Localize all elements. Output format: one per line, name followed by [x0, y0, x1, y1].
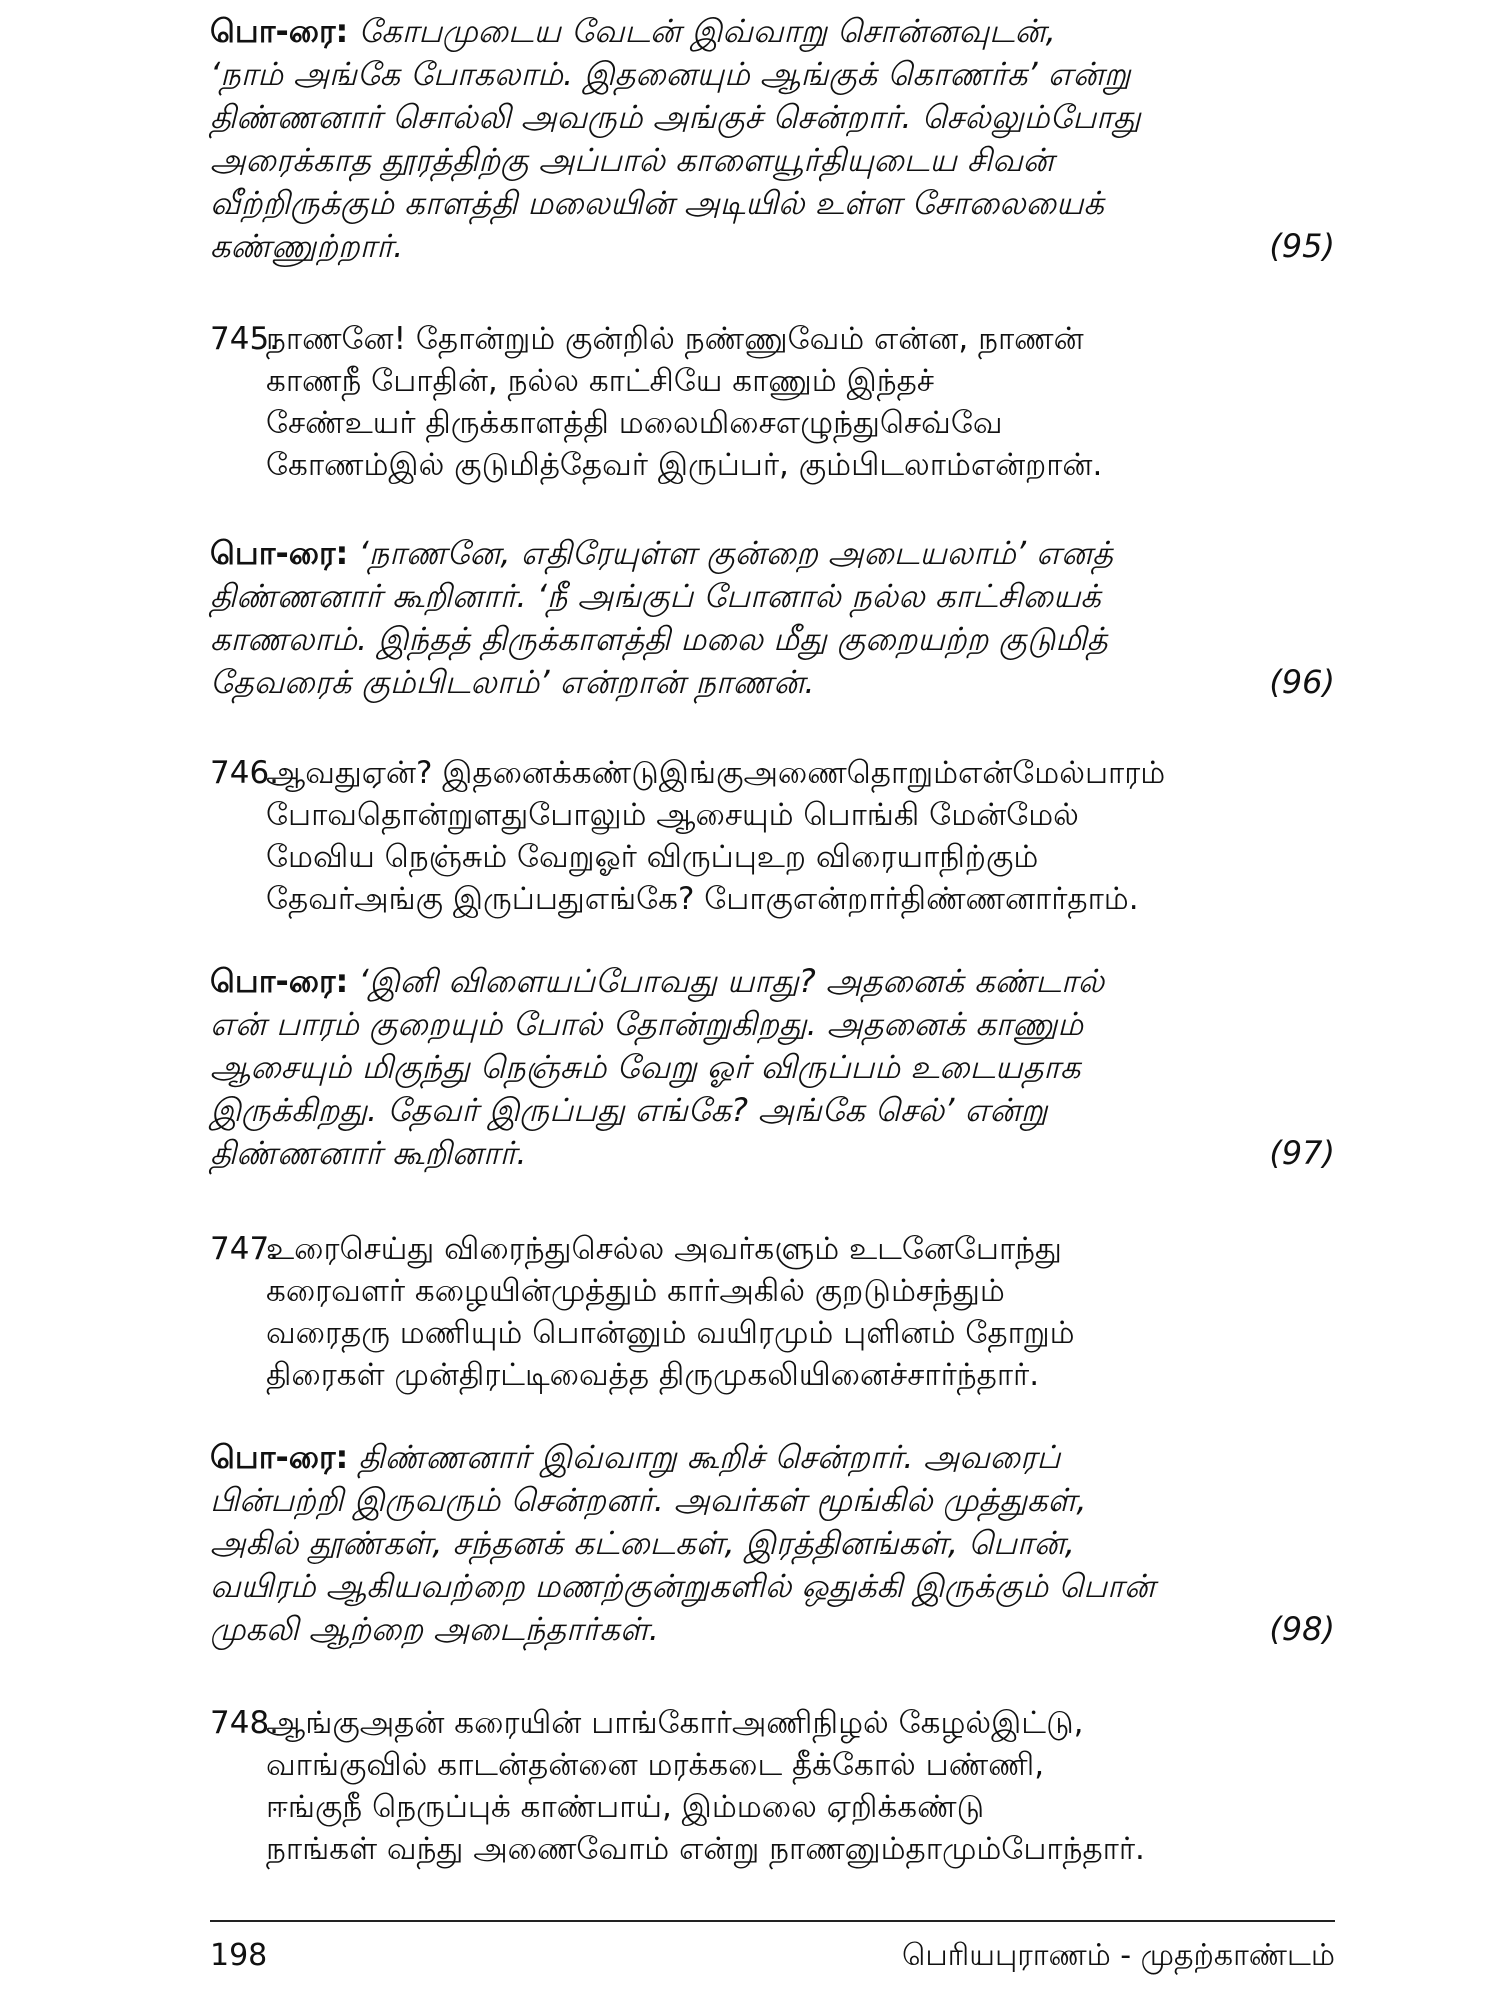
verse-747 — [210, 1228, 1335, 1396]
commentary-line: வீற்றிருக்கும் காளத்தி மலையின் அடியில் உள்ள சோலையைக் — [210, 184, 1104, 222]
verse-line: ஆங்குஅதன் கரையின் பாங்கோர்அணிநிழல் கேழல்இட்டு, — [266, 1705, 1084, 1741]
commentary-label: பொ-ரை: — [210, 534, 349, 572]
commentary-line: பொ-ரை: ‘இனி விளையப்போவது யாது? அதனைக் கண்டால் — [210, 962, 1105, 1000]
commentary-line: வயிரம் ஆகியவற்றை மணற்குன்றுகளில் ஒதுக்கி இருக்கும் பொன் — [210, 1567, 1155, 1605]
commentary-line: திண்ணனார் கூறினார். ‘நீ அங்குப் போனால் நல்ல காட்சியைக் — [210, 577, 1101, 615]
verse-line: கரைவளர் கழையின்முத்தும் கார்அகில் குறடும்சந்தும் — [266, 1273, 1005, 1309]
commentary-last-line: கண்ணுற்றார். (95) — [210, 225, 1335, 268]
verse-number: 745. — [210, 321, 280, 357]
verse-748 — [210, 1702, 1335, 1870]
commentary-label: பொ-ரை: — [210, 1438, 349, 1476]
commentary-last-line: திண்ணனார் கூறினார். (97) — [210, 1132, 1335, 1175]
commentary-line: பொ-ரை: ‘நாணனே, எதிரேயுள்ள குன்றை அடையலாம்’ எனத் — [210, 534, 1114, 572]
footer-divider — [210, 1920, 1335, 1922]
commentary-line: திண்ணனார் சொல்லி அவரும் அங்குச் சென்றார். செல்லும்போது — [210, 98, 1141, 136]
reference-number: (96) — [1269, 663, 1335, 701]
verse-line: சேண்உயர் திருக்காளத்தி மலைமிசைஎழுந்துசெவ்வே — [266, 405, 1003, 441]
commentary-line: காணலாம். இந்தத் திருக்காளத்தி மலை மீது குறையற்ற குடுமித் — [210, 620, 1108, 658]
reference-number: (95) — [1269, 227, 1335, 265]
verse-line: நாங்கள் வந்து அணைவோம் என்று நாணனும்தாமும்போந்தார். — [266, 1831, 1145, 1867]
verse-line: நாணனே! தோன்றும் குன்றில் நண்ணுவேம் என்ன, நாணன் — [266, 321, 1084, 357]
verse-line: திரைகள் முன்திரட்டிவைத்த திருமுகலியினைச்சார்ந்தார். — [266, 1357, 1040, 1393]
page-number: 198 — [210, 1938, 268, 1973]
commentary-line: இருக்கிறது. தேவர் இருப்பது எங்கே? அங்கே செல்’ என்று — [210, 1091, 1048, 1129]
commentary-97 — [210, 960, 1335, 1175]
verse-number: 746. — [210, 755, 280, 791]
verse-line: தேவர்அங்கு இருப்பதுஎங்கே? போகுஎன்றார்திண்ணனார்தாம். — [266, 881, 1139, 917]
commentary-95 — [210, 10, 1335, 268]
page-footer — [210, 1938, 1335, 1977]
verse-line: காணநீ போதின், நல்ல காட்சியே காணும் இந்தச் — [266, 363, 934, 399]
verse-line: ஆவதுஏன்? இதனைக்கண்டுஇங்குஅணைதொறும்என்மேல்பாரம் — [266, 755, 1166, 791]
reference-number: (98) — [1269, 1610, 1335, 1648]
running-title: பெரியபுராணம் - முதற்காண்டம் — [901, 1938, 1335, 1973]
commentary-98 — [210, 1436, 1335, 1651]
verse-line: கோணம்இல் குடுமித்தேவர் இருப்பர், கும்பிடலாம்என்றான். — [266, 447, 1103, 483]
verse-line: உரைசெய்து விரைந்துசெல்ல அவர்களும் உடனேபோந்து — [266, 1231, 1062, 1267]
commentary-line: பின்பற்றி இருவரும் சென்றனர். அவர்கள் மூங்கில் முத்துகள், — [210, 1481, 1087, 1519]
verse-745 — [210, 318, 1335, 486]
verse-number: 747. — [210, 1231, 280, 1267]
commentary-96 — [210, 532, 1335, 704]
commentary-line: ஆசையும் மிகுந்து நெஞ்சும் வேறு ஓர் விருப்பம் உடையதாக — [210, 1048, 1081, 1086]
verse-line: மேவிய நெஞ்சும் வேறுஓர் விருப்புஉற விரையாநிற்கும் — [266, 839, 1039, 875]
commentary-last-line: தேவரைக் கும்பிடலாம்’ என்றான் நாணன். (96) — [210, 661, 1335, 704]
commentary-label: பொ-ரை: — [210, 12, 349, 50]
commentary-last-line: முகலி ஆற்றை அடைந்தார்கள். (98) — [210, 1608, 1335, 1651]
commentary-line: என் பாரம் குறையும் போல் தோன்றுகிறது. அதனைக் காணும் — [210, 1005, 1084, 1043]
commentary-line: அரைக்காத தூரத்திற்கு அப்பால் காளையூர்தியுடைய சிவன் — [210, 141, 1054, 179]
commentary-line: பொ-ரை: கோபமுடைய வேடன் இவ்வாறு சொன்னவுடன், — [210, 12, 1056, 50]
commentary-label: பொ-ரை: — [210, 962, 349, 1000]
verse-line: வாங்குவில் காடன்தன்னை மரக்கடை தீக்கோல் பண்ணி, — [266, 1747, 1045, 1783]
verse-746 — [210, 752, 1335, 920]
verse-line: போவதொன்றுளதுபோலும் ஆசையும் பொங்கி மேன்மேல் — [266, 797, 1079, 833]
commentary-line: பொ-ரை: திண்ணனார் இவ்வாறு கூறிச் சென்றார். அவரைப் — [210, 1438, 1061, 1476]
verse-number: 748. — [210, 1705, 280, 1741]
reference-number: (97) — [1269, 1134, 1335, 1172]
verse-line: வரைதரு மணியும் பொன்னும் வயிரமும் புளினம் தோறும் — [266, 1315, 1075, 1351]
commentary-line: அகில் தூண்கள், சந்தனக் கட்டைகள், இரத்தினங்கள், பொன், — [210, 1524, 1075, 1562]
verse-line: ஈங்குநீ நெருப்புக் காண்பாய், இம்மலை ஏறிக்கண்டு — [266, 1789, 985, 1825]
commentary-line: ‘நாம் அங்கே போகலாம். இதனையும் ஆங்குக் கொணர்க’ என்று — [210, 55, 1131, 93]
